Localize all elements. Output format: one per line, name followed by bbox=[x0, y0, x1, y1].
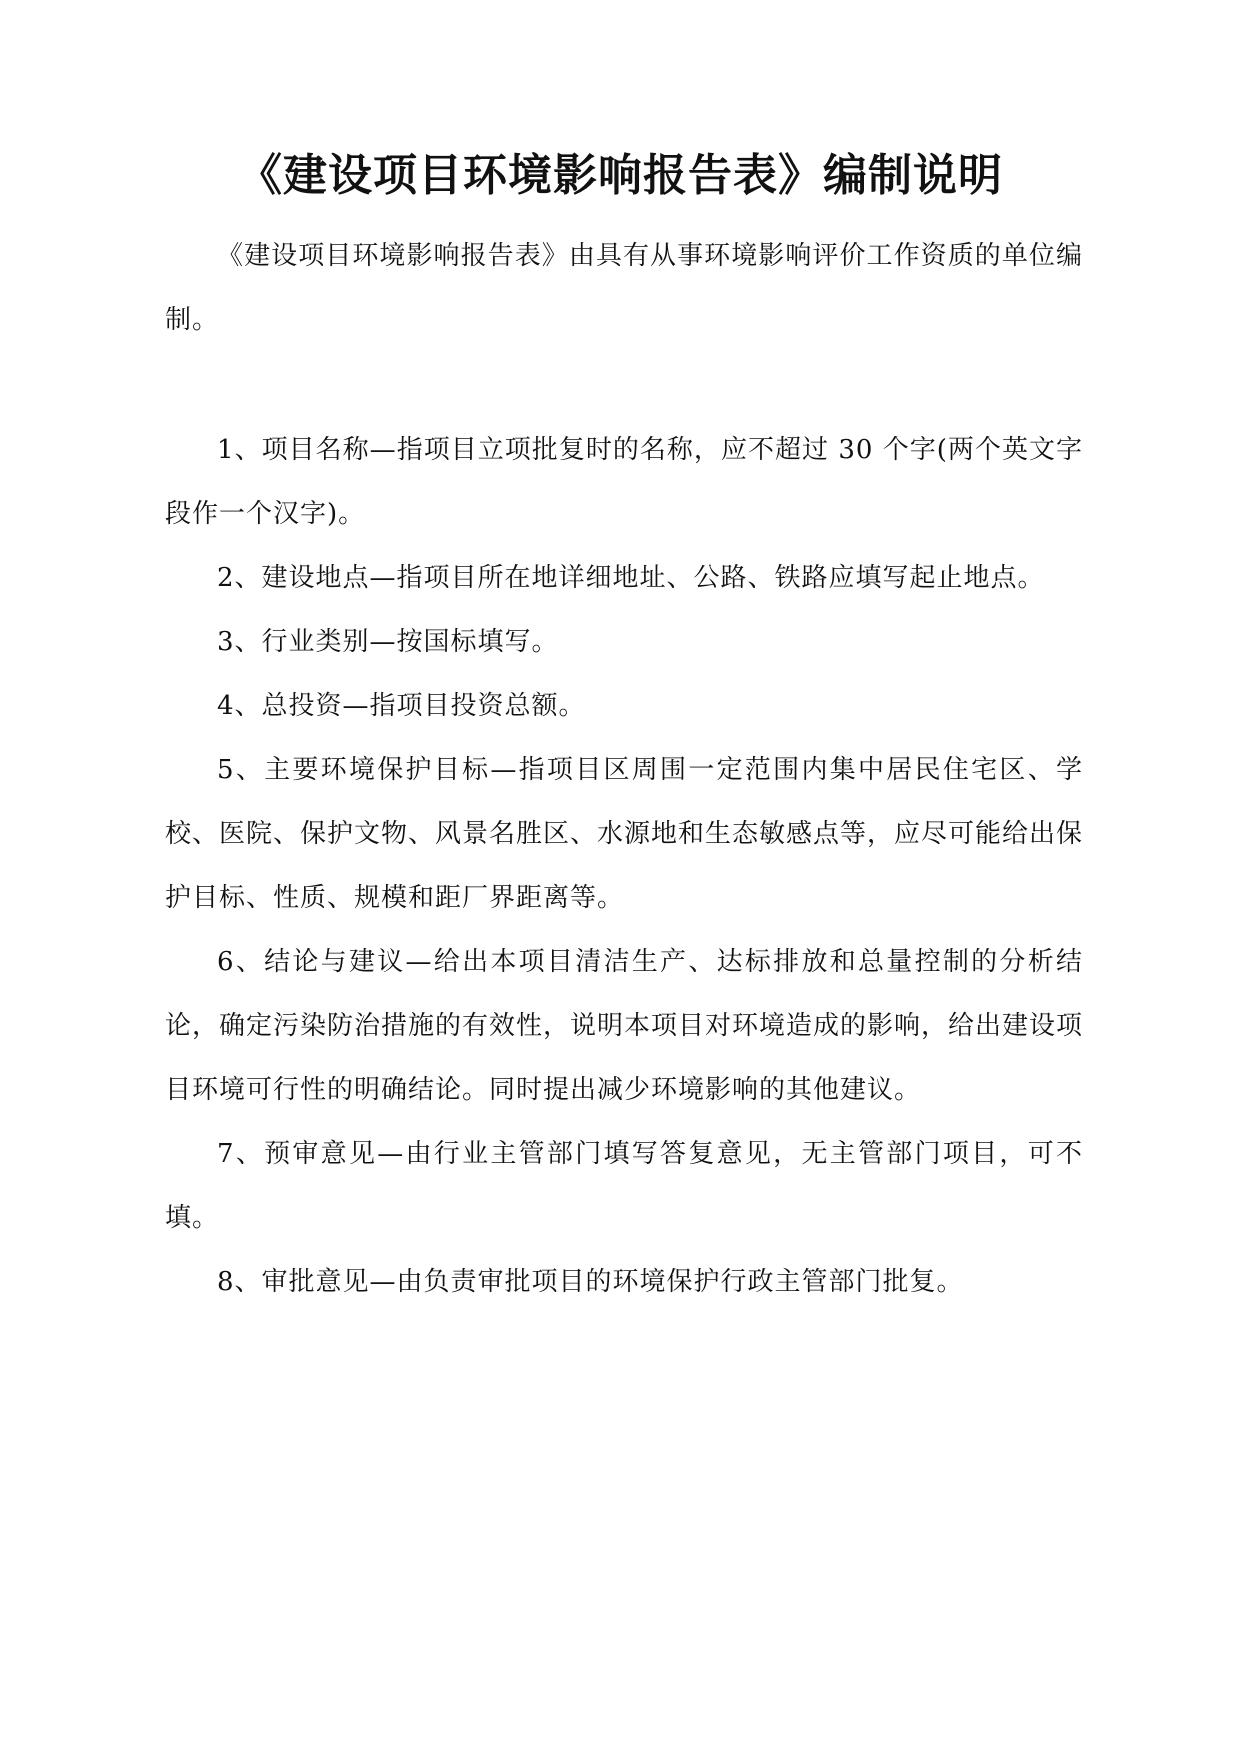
intro-paragraph: 《建设项目环境影响报告表》由具有从事环境影响评价工作资质的单位编制。 bbox=[165, 241, 1083, 335]
item-total-investment: 4、总投资—指项目投资总额。 bbox=[217, 691, 586, 721]
item-pre-review: 7、预审意见—由行业主管部门填写答复意见，无主管部门项目，可不填。 bbox=[165, 1139, 1083, 1233]
item-project-name: 1、项目名称—指项目立项批复时的名称，应不超过 30 个字(两个英文字段作一个汉字)。 bbox=[165, 435, 1083, 529]
document-body bbox=[165, 224, 1083, 1314]
paragraph-spacer bbox=[165, 352, 1083, 418]
document-title: 《建设项目环境影响报告表》编制说明 bbox=[238, 150, 1003, 201]
item-protection-targets: 5、主要环境保护目标—指项目区周围一定范围内集中居民住宅区、学校、医院、保护文物、风景名胜区、水源地和生态敏感点等，应尽可能给出保护目标、性质、规模和距厂界距离等。 bbox=[165, 755, 1084, 913]
item-industry-category: 3、行业类别—按国标填写。 bbox=[217, 627, 559, 657]
item-construction-site: 2、建设地点—指项目所在地详细地址、公路、铁路应填写起止地点。 bbox=[217, 563, 1045, 593]
item-conclusions: 6、结论与建议—给出本项目清洁生产、达标排放和总量控制的分析结论，确定污染防治措施的有效性，说明本项目对环境造成的影响，给出建设项目环境可行性的明确结论。同时提出减少环境影响的其他建议。 bbox=[165, 947, 1084, 1105]
item-approval: 8、审批意见—由负责审批项目的环境保护行政主管部门批复。 bbox=[217, 1267, 964, 1297]
